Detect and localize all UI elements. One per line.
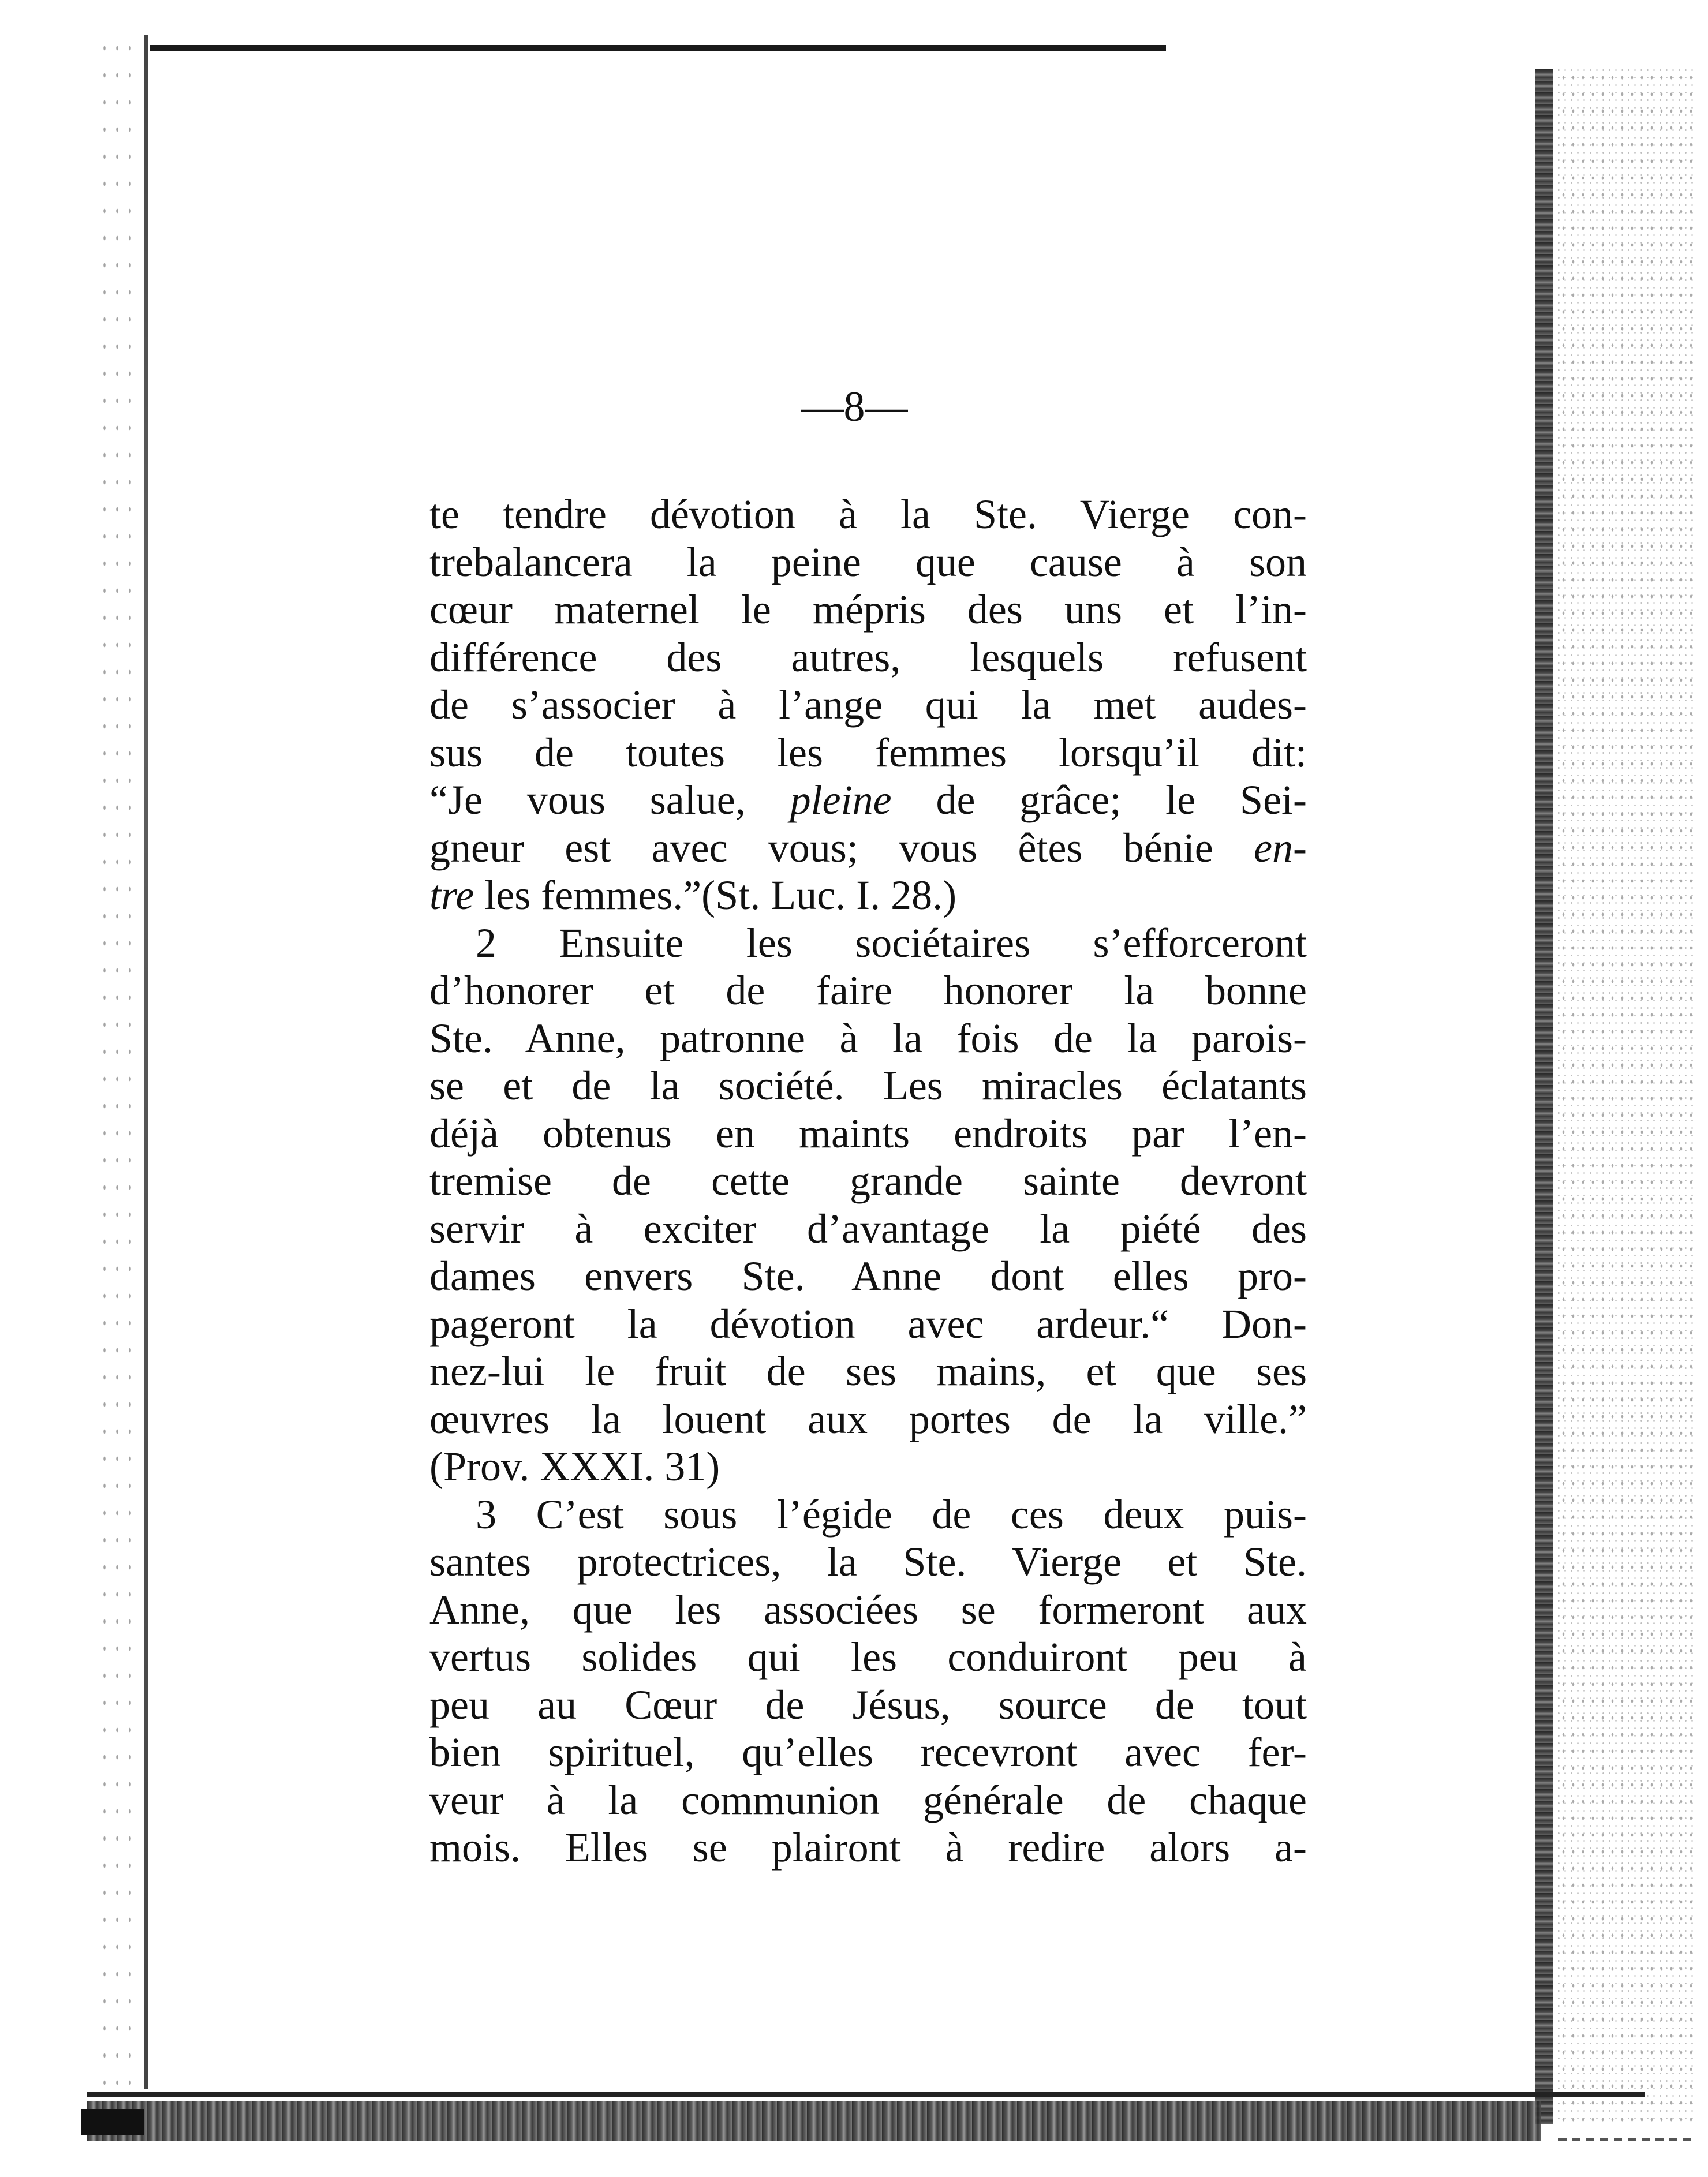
- text-line: santes protectrices, la Ste. Vierge et Ste.: [429, 1539, 1307, 1585]
- text-segment: les femmes.”(St. Luc. I. 28.): [474, 872, 957, 918]
- text-line: pageront la dévotion avec ardeur.“ Don-: [429, 1300, 1307, 1347]
- text-line: d’honorer et de faire honorer la bonne: [429, 967, 1307, 1013]
- page-number: —8—: [801, 383, 908, 431]
- text-segment: “Je vous salue,: [429, 777, 790, 823]
- text-line: 2 Ensuite les sociétaires s’efforceront: [476, 919, 1307, 966]
- text-line: [429, 776, 1307, 824]
- scan-left-margin-specks: [98, 35, 139, 2089]
- text-line: se et de la société. Les miracles éclatants: [429, 1063, 1307, 1109]
- text-line: [429, 871, 1307, 919]
- text-line: trebalancera la peine que cause à son: [429, 538, 1307, 585]
- text-line: te tendre dévotion à la Ste. Vierge con-: [429, 491, 1307, 537]
- text-line: cœur maternel le mépris des uns et l’in-: [429, 586, 1307, 633]
- scan-right-edge: [1535, 69, 1553, 2124]
- text-line: Ste. Anne, patronne à la fois de la parois-: [429, 1015, 1307, 1061]
- scan-bottom-edge: [87, 2101, 1541, 2141]
- text-line: nez-lui le fruit de ses mains, et que ses: [429, 1348, 1307, 1394]
- italic-text: en-: [1254, 824, 1307, 871]
- text-line: œuvres la louent aux portes de la ville.”: [429, 1396, 1307, 1442]
- text-line: 3 C’est sous l’égide de ces deux puis-: [476, 1491, 1307, 1538]
- text-segment: gneur est avec vous; vous êtes bénie: [429, 824, 1254, 871]
- text-line: sus de toutes les femmes lorsqu’il dit:: [429, 729, 1307, 776]
- scan-bottom-line: [87, 2092, 1645, 2097]
- scan-left-edge: [144, 35, 148, 2089]
- text-line: peu au Cœur de Jésus, source de tout: [429, 1681, 1307, 1728]
- scan-bottom-dash: [1558, 2138, 1697, 2141]
- text-line: veur à la communion générale de chaque: [429, 1776, 1307, 1823]
- text-line: déjà obtenus en maints endroits par l’en-: [429, 1110, 1307, 1157]
- text-line: vertus solides qui les conduiront peu à: [429, 1634, 1307, 1680]
- text-line: différence des autres, lesquels refusent: [429, 634, 1307, 680]
- italic-text: tre: [429, 872, 474, 918]
- text-line: tremise de cette grande sainte devront: [429, 1158, 1307, 1204]
- text-line: [429, 824, 1307, 872]
- italic-text: pleine: [790, 777, 892, 823]
- text-line: (Prov. XXXI. 31): [429, 1443, 720, 1490]
- text-line: Anne, que les associées se formeront aux: [429, 1586, 1307, 1633]
- text-line: de s’associer à l’ange qui la met audes-: [429, 682, 1307, 728]
- body-text: [429, 491, 1307, 1872]
- text-segment: de grâce; le Sei-: [891, 777, 1307, 823]
- text-line: servir à exciter d’avantage la piété des: [429, 1205, 1307, 1252]
- scan-top-rule: [150, 45, 1166, 51]
- text-line: mois. Elles se plairont à redire alors a-: [429, 1824, 1307, 1871]
- text-line: bien spirituel, qu’elles recevront avec fer-: [429, 1729, 1307, 1775]
- scan-corner-block: [81, 2109, 144, 2135]
- text-line: dames envers Ste. Anne dont elles pro-: [429, 1253, 1307, 1299]
- scan-right-noise: [1558, 69, 1697, 2124]
